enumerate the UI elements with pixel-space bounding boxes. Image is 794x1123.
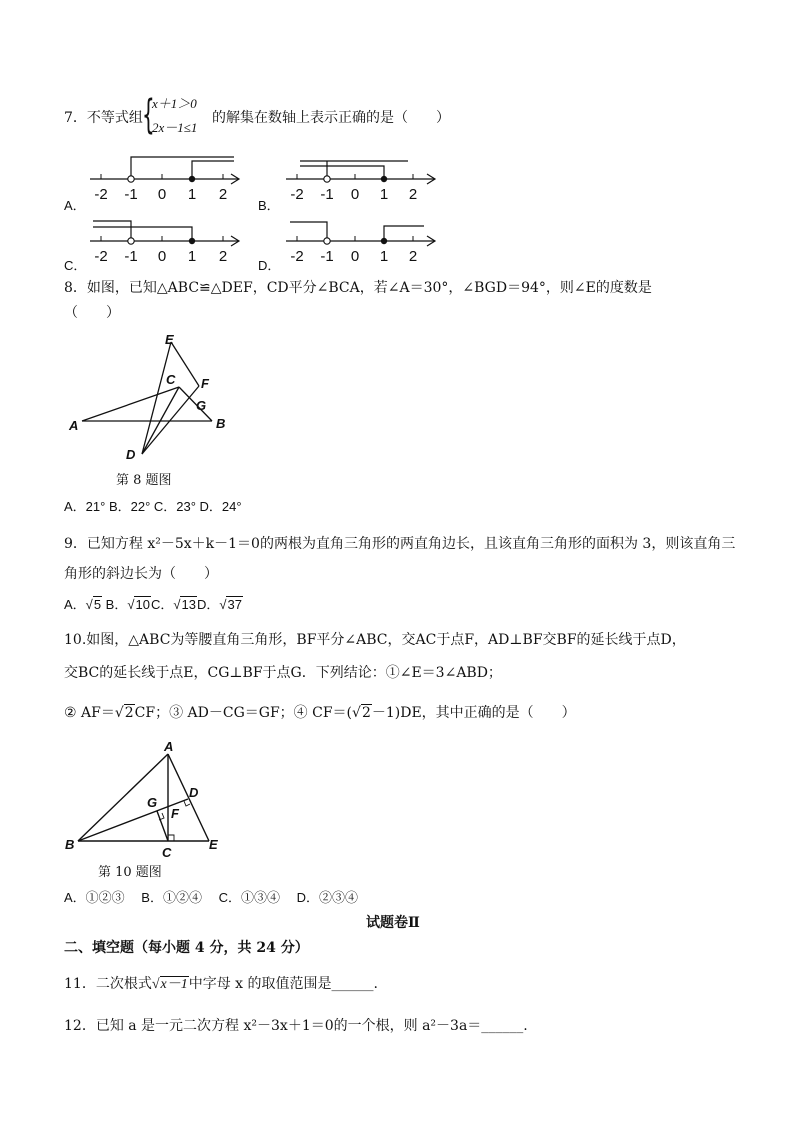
tick-label: 0 — [350, 248, 360, 265]
tick-label: 2 — [408, 186, 418, 203]
tick-label: 2 — [218, 186, 228, 203]
q10-question-line3 — [64, 706, 576, 720]
q7-option-a-label: A． — [64, 198, 86, 213]
q9-option-b-value: √10 — [127, 597, 150, 612]
q8-question-line2: （ ） — [64, 305, 120, 321]
q7-number: 7．不等式组 — [64, 110, 143, 126]
sqrt-expression: √2 — [352, 705, 371, 721]
q9-option-c-value: √13 — [173, 597, 196, 612]
tick-label: -1 — [320, 186, 334, 203]
q10-text: －1)DE，其中正确的是（ ） — [371, 705, 576, 721]
point-label: D — [189, 785, 199, 800]
tick-label: 0 — [157, 248, 167, 265]
q7-option-d-numberline — [284, 214, 444, 266]
tick-label: 1 — [379, 186, 389, 203]
q10-figure-caption: 第 10 题图 — [98, 865, 162, 880]
tick-label: -1 — [124, 186, 138, 203]
tick-label: 1 — [379, 248, 389, 265]
tick-label: 2 — [408, 248, 418, 265]
q11-text: 中字母 x 的取值范围是______. — [188, 976, 378, 992]
q8-question-line1: 8．如图，已知△ABC≌△DEF，CD平分∠BCA，若∠A＝30°，∠BGD＝94°，则∠E的度数是 — [64, 280, 652, 296]
point-label: E — [209, 837, 218, 852]
point-label: B — [65, 837, 75, 852]
q9-question-line2: 角形的斜边长为（ ） — [64, 566, 218, 582]
q9-option-d-value: √37 — [219, 597, 242, 612]
point-label: E — [165, 332, 174, 347]
tick-label: 1 — [187, 186, 197, 203]
q7-brace: { — [142, 92, 155, 138]
q10-question-line1: 10.如图，△ABC为等腰直角三角形，BF平分∠ABC，交AC于点F，AD⊥BF交BF的延长线于点D， — [64, 632, 686, 648]
tick-label: -2 — [94, 186, 108, 203]
point-label: C — [166, 372, 176, 387]
point-label: C — [162, 845, 172, 860]
q8-figure — [66, 330, 236, 462]
q9-option-d-label: D． — [196, 597, 220, 612]
q7-option-d-label: D． — [258, 258, 281, 273]
point-label: F — [171, 806, 179, 821]
sqrt-expression: √2 — [114, 705, 134, 721]
q10-text: CF；③ AD－CG＝GF；④ CF＝( — [134, 705, 353, 721]
q9-choices — [64, 598, 243, 611]
part2-title: 试题卷Ⅱ — [366, 915, 420, 931]
q9-option-a-label: A． — [64, 597, 86, 612]
q10-text: ② AF＝ — [64, 705, 115, 721]
q7-option-b-label: B． — [258, 198, 280, 213]
q9-question-line1: 9．已知方程 x²－5x＋k－1＝0的两根为直角三角形的两直角边长，且该直角三角形的面积为 3，则该直角三 — [64, 536, 736, 552]
q7-option-c-numberline — [88, 214, 248, 266]
tick-label: -1 — [124, 248, 138, 265]
tick-label: -2 — [290, 248, 304, 265]
q10-choices: A．①②③ B．①②④ C．①③④ D．②③④ — [64, 890, 358, 905]
q12-question: 12．已知 a 是一元二次方程 x²－3x＋1＝0的一个根，则 a²－3a＝______. — [64, 1018, 528, 1034]
point-label: A — [164, 739, 174, 754]
q11-question — [64, 977, 378, 992]
q7-inequality-1: x＋1＞0 — [152, 96, 197, 111]
tick-label: -2 — [94, 248, 108, 265]
q9-option-a-value: √5 — [85, 597, 102, 612]
tick-label: 0 — [157, 186, 167, 203]
point-label: A — [69, 418, 79, 433]
tick-label: -1 — [320, 248, 334, 265]
point-label: B — [216, 416, 226, 431]
tick-label: 2 — [218, 248, 228, 265]
point-label: G — [196, 398, 207, 413]
q9-option-b-label: B． — [105, 597, 128, 612]
tick-label: 0 — [350, 186, 360, 203]
q8-choices: A．21° B．22° C．23° D．24° — [64, 499, 242, 514]
q11-text: 11．二次根式 — [64, 976, 152, 992]
q8-figure-caption: 第 8 题图 — [116, 473, 172, 488]
q11-radical: √x－1 — [151, 977, 188, 992]
q7-option-c-label: C． — [64, 258, 87, 273]
point-label: F — [201, 376, 209, 391]
q10-question-line2: 交BC的延长线于点E，CG⊥BF于点G．下列结论：①∠E＝3∠ABD； — [64, 665, 502, 681]
q10-figure — [62, 738, 232, 862]
q9-option-c-label: C． — [150, 597, 174, 612]
q7-option-a-numberline — [88, 152, 248, 204]
tick-label: -2 — [290, 186, 304, 203]
point-label: D — [126, 447, 136, 462]
section-heading: 二、填空题（每小题 4 分，共 24 分） — [64, 940, 309, 956]
tick-label: 1 — [187, 248, 197, 265]
q7-question-tail: 的解集在数轴上表示正确的是（ ） — [212, 110, 450, 126]
q7-inequality-2: 2x－1≤1 — [152, 120, 198, 135]
q7-option-b-numberline — [284, 152, 444, 204]
point-label: G — [147, 795, 158, 810]
